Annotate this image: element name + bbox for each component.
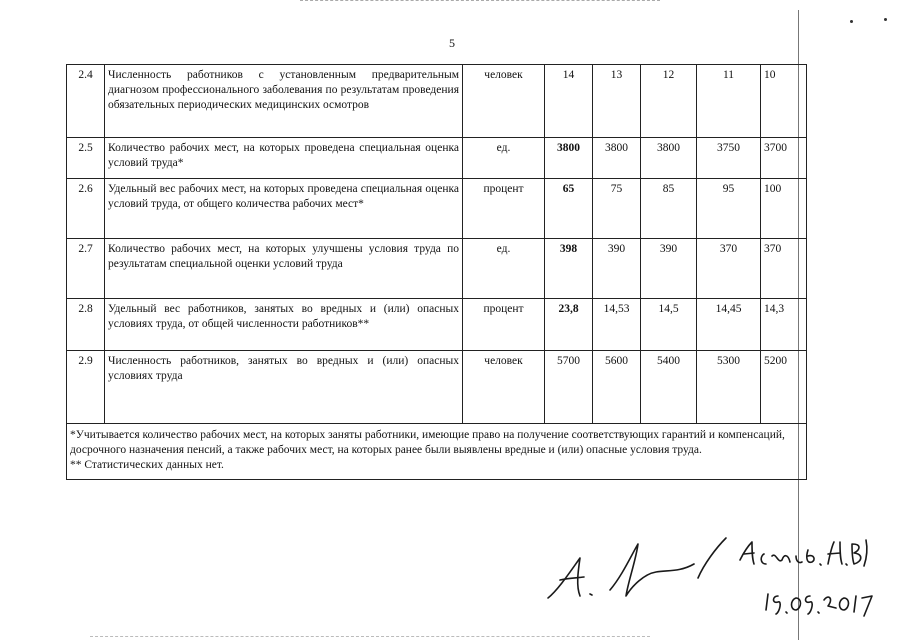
footnote-1: *Учитывается количество рабочих мест, на которых заняты работники, имеющие право на получение соответствующих гарантий и компенсаций, досрочного назначения пенсий, а также рабочих мест, на которых ранее были выявлены вредные и (или) опасные условия труда. <box>70 429 785 456</box>
row-value: 95 <box>697 179 761 239</box>
row-description: Удельный вес рабочих мест, на которых проведена специальная оценка условий труда, от общего количества рабочих мест* <box>105 179 463 239</box>
row-description: Численность работников с установленным предварительным диагнозом профессионального заболевания по результатам проведения обязательных периодических медицинских осмотров <box>105 65 463 138</box>
row-number: 2.6 <box>67 179 105 239</box>
row-value: 75 <box>593 179 641 239</box>
row-description: Количество рабочих мест, на которых проведена специальная оценка условий труда* <box>105 138 463 179</box>
handwritten-signature <box>540 520 880 630</box>
row-value: 5400 <box>641 351 697 424</box>
row-value: 390 <box>641 239 697 299</box>
row-unit: процент <box>463 179 545 239</box>
row-value: 370 <box>761 239 807 299</box>
page-number: 5 <box>449 36 455 50</box>
table-row <box>67 351 807 424</box>
table-row <box>67 138 807 179</box>
row-value: 14,53 <box>593 299 641 351</box>
indicators-table <box>66 64 807 480</box>
row-unit: процент <box>463 299 545 351</box>
row-value: 3800 <box>545 138 593 179</box>
row-description: Удельный вес работников, занятых во вредных и (или) опасных условиях труда, от общей численности работников** <box>105 299 463 351</box>
row-number: 2.5 <box>67 138 105 179</box>
row-description: Количество рабочих мест, на которых улучшены условия труда по результатам специальной оценки условий труда <box>105 239 463 299</box>
row-value: 14,45 <box>697 299 761 351</box>
row-value: 5700 <box>545 351 593 424</box>
row-value: 12 <box>641 65 697 138</box>
row-value: 370 <box>697 239 761 299</box>
row-value: 5300 <box>697 351 761 424</box>
row-value: 14 <box>545 65 593 138</box>
row-number: 2.8 <box>67 299 105 351</box>
row-unit: человек <box>463 65 545 138</box>
table-row <box>67 239 807 299</box>
row-value: 5600 <box>593 351 641 424</box>
row-value: 11 <box>697 65 761 138</box>
row-number: 2.9 <box>67 351 105 424</box>
scan-speck <box>850 20 853 23</box>
footnotes-cell <box>67 424 807 480</box>
scan-speck <box>884 18 887 21</box>
row-value: 3800 <box>641 138 697 179</box>
row-description: Численность работников, занятых во вредных и (или) опасных условиях труда <box>105 351 463 424</box>
row-unit: человек <box>463 351 545 424</box>
row-value: 10 <box>761 65 807 138</box>
row-value: 85 <box>641 179 697 239</box>
table-row <box>67 179 807 239</box>
table-row <box>67 299 807 351</box>
scan-top-edge <box>300 0 660 2</box>
row-value: 100 <box>761 179 807 239</box>
row-unit: ед. <box>463 138 545 179</box>
scan-bottom-edge <box>90 636 650 638</box>
table-row <box>67 65 807 138</box>
row-value: 3800 <box>593 138 641 179</box>
row-value: 3750 <box>697 138 761 179</box>
row-value: 23,8 <box>545 299 593 351</box>
row-number: 2.7 <box>67 239 105 299</box>
row-value: 3700 <box>761 138 807 179</box>
footnote-2: ** Статистических данных нет. <box>70 458 224 471</box>
row-value: 13 <box>593 65 641 138</box>
row-value: 5200 <box>761 351 807 424</box>
row-value: 14,3 <box>761 299 807 351</box>
row-number: 2.4 <box>67 65 105 138</box>
row-value: 14,5 <box>641 299 697 351</box>
row-value: 65 <box>545 179 593 239</box>
footnotes-row <box>67 424 807 480</box>
row-value: 398 <box>545 239 593 299</box>
row-unit: ед. <box>463 239 545 299</box>
row-value: 390 <box>593 239 641 299</box>
